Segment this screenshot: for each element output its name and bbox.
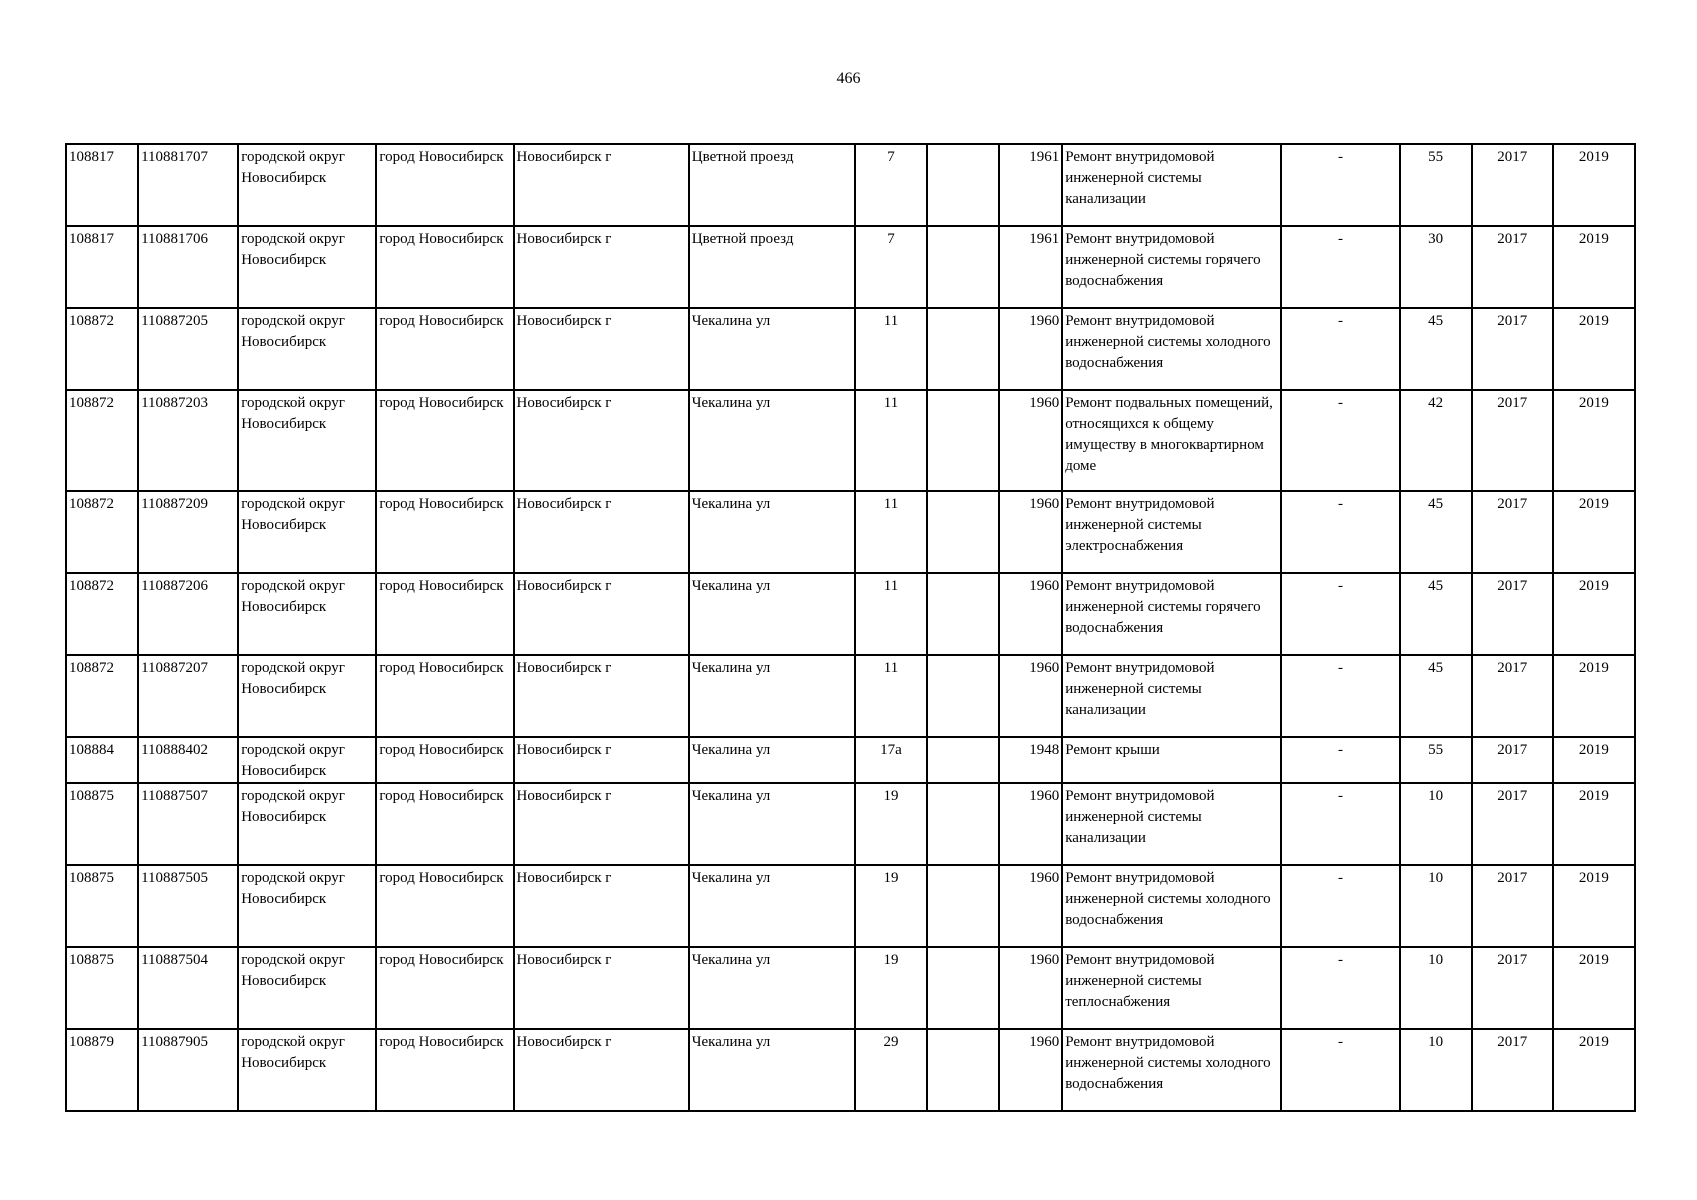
table-row	[66, 226, 1635, 308]
cell-settlement: город Новосибирск	[376, 947, 513, 1029]
cell-city: Новосибирск г	[514, 1029, 689, 1111]
cell-code: 110887206	[138, 573, 238, 655]
cell-qty: 10	[1400, 947, 1472, 1029]
cell-work: Ремонт внутридомовой инженерной системы холодного водоснабжения	[1062, 1029, 1281, 1111]
cell-district: городской округ Новосибирск	[238, 226, 376, 308]
cell-city: Новосибирск г	[514, 226, 689, 308]
cell-id: 108872	[66, 308, 138, 390]
table-row	[66, 144, 1635, 226]
cell-id: 108872	[66, 655, 138, 737]
cell-code: 110888402	[138, 737, 238, 783]
cell-code: 110887905	[138, 1029, 238, 1111]
cell-house: 19	[855, 865, 927, 947]
cell-year-to: 2019	[1553, 655, 1635, 737]
cell-dash: -	[1281, 226, 1399, 308]
cell-work: Ремонт внутридомовой инженерной системы холодного водоснабжения	[1062, 308, 1281, 390]
cell-id: 108875	[66, 947, 138, 1029]
cell-district: городской округ Новосибирск	[238, 737, 376, 783]
cell-street: Цветной проезд	[689, 144, 855, 226]
cell-code: 110887505	[138, 865, 238, 947]
cell-settlement: город Новосибирск	[376, 737, 513, 783]
table-row	[66, 491, 1635, 573]
cell-dash: -	[1281, 491, 1399, 573]
cell-dash: -	[1281, 865, 1399, 947]
cell-work: Ремонт внутридомовой инженерной системы канализации	[1062, 783, 1281, 865]
cell-id: 108817	[66, 226, 138, 308]
cell-year: 1948	[999, 737, 1062, 783]
cell-settlement: город Новосибирск	[376, 308, 513, 390]
cell-extra	[927, 947, 999, 1029]
cell-settlement: город Новосибирск	[376, 1029, 513, 1111]
cell-dash: -	[1281, 655, 1399, 737]
cell-code: 110887207	[138, 655, 238, 737]
cell-qty: 10	[1400, 1029, 1472, 1111]
table-row	[66, 390, 1635, 491]
cell-street: Чекалина ул	[689, 573, 855, 655]
cell-extra	[927, 573, 999, 655]
cell-district: городской округ Новосибирск	[238, 491, 376, 573]
cell-work: Ремонт внутридомовой инженерной системы горячего водоснабжения	[1062, 226, 1281, 308]
cell-year-from: 2017	[1472, 573, 1553, 655]
cell-id: 108875	[66, 865, 138, 947]
cell-qty: 45	[1400, 655, 1472, 737]
cell-year-from: 2017	[1472, 737, 1553, 783]
table-row	[66, 947, 1635, 1029]
cell-work: Ремонт внутридомовой инженерной системы канализации	[1062, 144, 1281, 226]
cell-street: Чекалина ул	[689, 947, 855, 1029]
cell-year-to: 2019	[1553, 947, 1635, 1029]
cell-code: 110887203	[138, 390, 238, 491]
cell-code: 110887209	[138, 491, 238, 573]
table-row	[66, 308, 1635, 390]
cell-year: 1960	[999, 1029, 1062, 1111]
cell-district: городской округ Новосибирск	[238, 390, 376, 491]
cell-house: 11	[855, 573, 927, 655]
cell-year: 1960	[999, 390, 1062, 491]
cell-house: 11	[855, 308, 927, 390]
cell-extra	[927, 390, 999, 491]
cell-district: городской округ Новосибирск	[238, 1029, 376, 1111]
cell-year: 1961	[999, 144, 1062, 226]
cell-dash: -	[1281, 308, 1399, 390]
cell-extra	[927, 865, 999, 947]
cell-code: 110887507	[138, 783, 238, 865]
cell-city: Новосибирск г	[514, 308, 689, 390]
cell-house: 19	[855, 783, 927, 865]
cell-extra	[927, 655, 999, 737]
cell-work: Ремонт внутридомовой инженерной системы горячего водоснабжения	[1062, 573, 1281, 655]
cell-code: 110881707	[138, 144, 238, 226]
cell-work: Ремонт внутридомовой инженерной системы электроснабжения	[1062, 491, 1281, 573]
cell-settlement: город Новосибирск	[376, 491, 513, 573]
cell-street: Чекалина ул	[689, 491, 855, 573]
cell-extra	[927, 783, 999, 865]
cell-district: городской округ Новосибирск	[238, 947, 376, 1029]
cell-street: Чекалина ул	[689, 1029, 855, 1111]
cell-year: 1960	[999, 783, 1062, 865]
cell-qty: 45	[1400, 491, 1472, 573]
cell-year-from: 2017	[1472, 655, 1553, 737]
cell-settlement: город Новосибирск	[376, 865, 513, 947]
cell-year: 1961	[999, 226, 1062, 308]
cell-year-from: 2017	[1472, 144, 1553, 226]
cell-house: 11	[855, 390, 927, 491]
cell-settlement: город Новосибирск	[376, 390, 513, 491]
cell-qty: 55	[1400, 144, 1472, 226]
cell-year-to: 2019	[1553, 783, 1635, 865]
table-row	[66, 737, 1635, 783]
page-number: 466	[836, 70, 861, 87]
repair-schedule-table	[65, 143, 1636, 1112]
cell-qty: 30	[1400, 226, 1472, 308]
cell-street: Чекалина ул	[689, 390, 855, 491]
cell-year-to: 2019	[1553, 144, 1635, 226]
cell-district: городской округ Новосибирск	[238, 655, 376, 737]
cell-dash: -	[1281, 783, 1399, 865]
cell-extra	[927, 144, 999, 226]
cell-work: Ремонт подвальных помещений, относящихся к общему имуществу в многоквартирном доме	[1062, 390, 1281, 491]
cell-dash: -	[1281, 144, 1399, 226]
cell-house: 11	[855, 491, 927, 573]
cell-city: Новосибирск г	[514, 783, 689, 865]
cell-year-to: 2019	[1553, 865, 1635, 947]
cell-settlement: город Новосибирск	[376, 226, 513, 308]
cell-extra	[927, 737, 999, 783]
cell-qty: 45	[1400, 573, 1472, 655]
cell-street: Чекалина ул	[689, 737, 855, 783]
cell-settlement: город Новосибирск	[376, 144, 513, 226]
cell-year-to: 2019	[1553, 308, 1635, 390]
cell-qty: 42	[1400, 390, 1472, 491]
cell-house: 19	[855, 947, 927, 1029]
cell-qty: 45	[1400, 308, 1472, 390]
cell-district: городской округ Новосибирск	[238, 783, 376, 865]
cell-year-to: 2019	[1553, 1029, 1635, 1111]
cell-dash: -	[1281, 573, 1399, 655]
cell-street: Чекалина ул	[689, 865, 855, 947]
cell-house: 29	[855, 1029, 927, 1111]
cell-id: 108879	[66, 1029, 138, 1111]
cell-city: Новосибирск г	[514, 491, 689, 573]
cell-street: Цветной проезд	[689, 226, 855, 308]
cell-extra	[927, 1029, 999, 1111]
cell-street: Чекалина ул	[689, 783, 855, 865]
cell-year: 1960	[999, 655, 1062, 737]
cell-code: 110887205	[138, 308, 238, 390]
cell-year: 1960	[999, 573, 1062, 655]
cell-extra	[927, 308, 999, 390]
cell-dash: -	[1281, 1029, 1399, 1111]
cell-code: 110887504	[138, 947, 238, 1029]
cell-settlement: город Новосибирск	[376, 655, 513, 737]
cell-street: Чекалина ул	[689, 308, 855, 390]
cell-city: Новосибирск г	[514, 737, 689, 783]
cell-house: 11	[855, 655, 927, 737]
table-row	[66, 865, 1635, 947]
cell-dash: -	[1281, 947, 1399, 1029]
cell-work: Ремонт внутридомовой инженерной системы теплоснабжения	[1062, 947, 1281, 1029]
cell-year: 1960	[999, 491, 1062, 573]
cell-year-to: 2019	[1553, 390, 1635, 491]
cell-city: Новосибирск г	[514, 655, 689, 737]
cell-id: 108817	[66, 144, 138, 226]
cell-year-from: 2017	[1472, 783, 1553, 865]
cell-qty: 55	[1400, 737, 1472, 783]
cell-work: Ремонт крыши	[1062, 737, 1281, 783]
cell-qty: 10	[1400, 865, 1472, 947]
cell-year: 1960	[999, 308, 1062, 390]
cell-city: Новосибирск г	[514, 947, 689, 1029]
cell-year-to: 2019	[1553, 491, 1635, 573]
cell-year-to: 2019	[1553, 573, 1635, 655]
cell-district: городской округ Новосибирск	[238, 144, 376, 226]
cell-year-from: 2017	[1472, 226, 1553, 308]
cell-city: Новосибирск г	[514, 573, 689, 655]
cell-year-from: 2017	[1472, 308, 1553, 390]
cell-year-from: 2017	[1472, 947, 1553, 1029]
cell-code: 110881706	[138, 226, 238, 308]
cell-dash: -	[1281, 737, 1399, 783]
cell-district: городской округ Новосибирск	[238, 865, 376, 947]
cell-house: 7	[855, 226, 927, 308]
cell-settlement: город Новосибирск	[376, 783, 513, 865]
cell-extra	[927, 226, 999, 308]
table-row	[66, 655, 1635, 737]
cell-city: Новосибирск г	[514, 865, 689, 947]
table-row	[66, 1029, 1635, 1111]
cell-settlement: город Новосибирск	[376, 573, 513, 655]
cell-dash: -	[1281, 390, 1399, 491]
cell-id: 108872	[66, 491, 138, 573]
cell-district: городской округ Новосибирск	[238, 573, 376, 655]
cell-work: Ремонт внутридомовой инженерной системы канализации	[1062, 655, 1281, 737]
cell-id: 108875	[66, 783, 138, 865]
cell-district: городской округ Новосибирск	[238, 308, 376, 390]
cell-id: 108872	[66, 390, 138, 491]
cell-year-from: 2017	[1472, 865, 1553, 947]
cell-house: 17а	[855, 737, 927, 783]
table-row	[66, 783, 1635, 865]
cell-year-to: 2019	[1553, 737, 1635, 783]
cell-id: 108884	[66, 737, 138, 783]
cell-year-from: 2017	[1472, 491, 1553, 573]
cell-city: Новосибирск г	[514, 390, 689, 491]
cell-year-from: 2017	[1472, 1029, 1553, 1111]
table-row	[66, 573, 1635, 655]
cell-house: 7	[855, 144, 927, 226]
cell-extra	[927, 491, 999, 573]
cell-year: 1960	[999, 947, 1062, 1029]
cell-city: Новосибирск г	[514, 144, 689, 226]
cell-street: Чекалина ул	[689, 655, 855, 737]
cell-work: Ремонт внутридомовой инженерной системы холодного водоснабжения	[1062, 865, 1281, 947]
cell-id: 108872	[66, 573, 138, 655]
cell-year: 1960	[999, 865, 1062, 947]
cell-qty: 10	[1400, 783, 1472, 865]
cell-year-from: 2017	[1472, 390, 1553, 491]
cell-year-to: 2019	[1553, 226, 1635, 308]
